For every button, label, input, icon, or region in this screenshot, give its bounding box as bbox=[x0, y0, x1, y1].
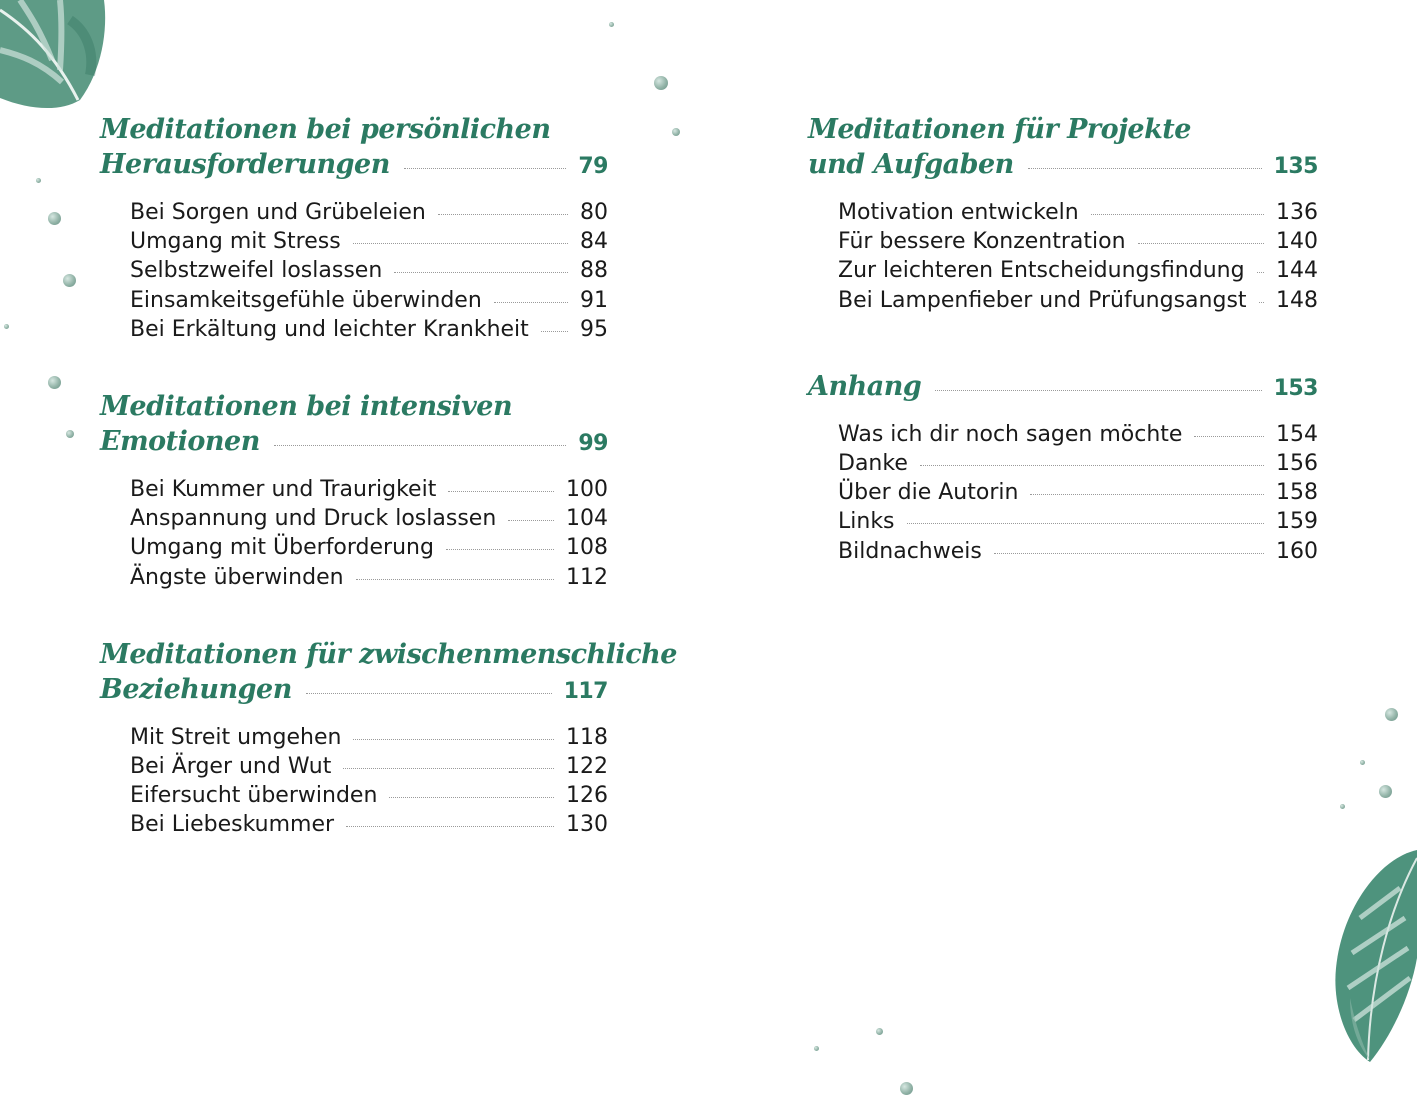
toc-item-label: Bei Erkältung und leichter Krankheit bbox=[130, 316, 529, 342]
toc-item-label: Bei Kummer und Traurigkeit bbox=[130, 477, 437, 503]
toc-left-column bbox=[100, 112, 677, 840]
toc-item-list bbox=[808, 198, 1318, 315]
toc-item-label: Eifersucht überwinden bbox=[130, 783, 378, 809]
toc-item[interactable] bbox=[838, 507, 1318, 536]
toc-item-page: 112 bbox=[566, 564, 608, 590]
dotted-leader bbox=[274, 445, 567, 446]
dotted-leader bbox=[389, 797, 554, 798]
toc-item[interactable] bbox=[838, 449, 1318, 478]
toc-item-label: Bei Ärger und Wut bbox=[130, 754, 332, 780]
glitter-dot-icon bbox=[63, 274, 76, 287]
toc-item-label: Umgang mit Überforderung bbox=[130, 535, 434, 561]
toc-item-label: Für bessere Konzentration bbox=[838, 229, 1126, 255]
glitter-dot-icon bbox=[654, 76, 668, 90]
toc-item-page: 100 bbox=[566, 477, 608, 503]
section-title-line: Anhang bbox=[808, 370, 922, 402]
toc-item-label: Einsamkeitsgefühle überwinden bbox=[130, 287, 482, 313]
toc-item-page: 126 bbox=[566, 783, 608, 809]
toc-item-label: Motivation entwickeln bbox=[838, 200, 1079, 225]
toc-item-list bbox=[100, 723, 608, 840]
toc-item[interactable] bbox=[838, 198, 1318, 227]
toc-item[interactable] bbox=[130, 198, 608, 227]
monstera-leaf-icon bbox=[0, 0, 110, 112]
dotted-leader bbox=[935, 390, 1261, 391]
dotted-leader bbox=[353, 243, 568, 244]
toc-item-page: 148 bbox=[1276, 287, 1318, 313]
toc-section bbox=[100, 389, 608, 592]
toc-item[interactable] bbox=[130, 475, 608, 504]
toc-item[interactable] bbox=[838, 286, 1318, 315]
dotted-leader bbox=[1138, 243, 1264, 244]
section-title-line: Meditationen bei intensiven bbox=[100, 391, 513, 423]
toc-item-page: 144 bbox=[1276, 258, 1318, 284]
toc-item[interactable] bbox=[838, 256, 1318, 285]
toc-item[interactable] bbox=[838, 537, 1318, 566]
toc-item[interactable] bbox=[130, 227, 608, 256]
toc-item-label: Anspannung und Druck loslassen bbox=[130, 506, 497, 532]
dotted-leader bbox=[343, 768, 554, 769]
glitter-dot-icon bbox=[1340, 804, 1345, 809]
section-title-line: Emotionen bbox=[100, 426, 260, 458]
dotted-leader bbox=[356, 579, 554, 580]
toc-item-page: 108 bbox=[566, 535, 608, 561]
glitter-dot-icon bbox=[1360, 760, 1365, 765]
toc-item-label: Danke bbox=[838, 451, 908, 477]
toc-item-page: 95 bbox=[580, 316, 608, 342]
toc-item-page: 159 bbox=[1276, 509, 1318, 535]
toc-item-label: Umgang mit Stress bbox=[130, 229, 341, 255]
toc-item[interactable] bbox=[130, 723, 608, 752]
toc-item-label: Ängste überwinden bbox=[130, 564, 344, 590]
dotted-leader bbox=[394, 272, 568, 273]
dotted-leader bbox=[907, 523, 1264, 524]
toc-item-label: Was ich dir noch sagen möchte bbox=[838, 421, 1183, 447]
glitter-dot-icon bbox=[1385, 708, 1398, 721]
glitter-dot-icon bbox=[672, 128, 680, 136]
dotted-leader bbox=[404, 168, 567, 169]
glitter-dot-icon bbox=[48, 376, 61, 389]
toc-item-page: 160 bbox=[1276, 538, 1318, 564]
toc-item-list bbox=[100, 198, 608, 344]
toc-item[interactable] bbox=[130, 315, 608, 344]
section-page-number: 79 bbox=[578, 154, 608, 179]
toc-section bbox=[100, 112, 608, 344]
banana-leaf-icon bbox=[1330, 848, 1417, 1064]
section-title[interactable] bbox=[808, 112, 1318, 184]
dotted-leader bbox=[353, 739, 554, 740]
section-title-line: Meditationen für zwischenmenschliche bbox=[100, 638, 677, 670]
section-title-line: Meditationen bei persönlichen bbox=[100, 114, 551, 145]
dotted-leader bbox=[994, 553, 1264, 554]
dotted-leader bbox=[920, 465, 1264, 466]
section-page-number: 117 bbox=[563, 678, 608, 704]
toc-item-page: 130 bbox=[566, 812, 608, 838]
toc-section bbox=[808, 112, 1318, 315]
toc-item-page: 118 bbox=[566, 724, 608, 750]
dotted-leader bbox=[438, 214, 568, 215]
dotted-leader bbox=[1030, 494, 1264, 495]
toc-item[interactable] bbox=[838, 420, 1318, 449]
toc-item-label: Zur leichteren Entscheidungsfindung bbox=[838, 258, 1245, 284]
toc-item[interactable] bbox=[130, 533, 608, 562]
dotted-leader bbox=[1091, 214, 1264, 215]
toc-right-column bbox=[808, 112, 1318, 566]
section-title[interactable] bbox=[808, 369, 1318, 406]
toc-item-page: 91 bbox=[580, 287, 608, 313]
dotted-leader bbox=[1259, 302, 1264, 303]
section-title[interactable] bbox=[100, 112, 608, 184]
toc-item[interactable] bbox=[130, 256, 608, 285]
glitter-dot-icon bbox=[876, 1028, 883, 1035]
dotted-leader bbox=[494, 302, 568, 303]
toc-item[interactable] bbox=[130, 752, 608, 781]
toc-item-page: 88 bbox=[580, 258, 608, 284]
toc-item-label: Bei Liebeskummer bbox=[130, 812, 335, 838]
dotted-leader bbox=[1194, 436, 1264, 437]
toc-item-page: 156 bbox=[1276, 451, 1318, 477]
section-title-line: und Aufgaben bbox=[808, 149, 1014, 180]
toc-item-label: Links bbox=[838, 509, 895, 535]
toc-item-page: 80 bbox=[580, 200, 608, 225]
section-title-line: Beziehungen bbox=[100, 673, 292, 705]
toc-item-label: Bei Sorgen und Grübeleien bbox=[130, 200, 426, 225]
toc-item-label: Selbstzweifel loslassen bbox=[130, 258, 383, 284]
dotted-leader bbox=[448, 491, 554, 492]
toc-item[interactable] bbox=[130, 781, 608, 810]
toc-item[interactable] bbox=[130, 810, 608, 839]
toc-section bbox=[100, 637, 677, 840]
glitter-dot-icon bbox=[48, 212, 61, 225]
toc-item-list bbox=[100, 475, 608, 592]
toc-item-list bbox=[808, 420, 1318, 566]
dotted-leader bbox=[306, 693, 552, 694]
toc-item-page: 122 bbox=[566, 754, 608, 780]
dotted-leader bbox=[541, 331, 568, 332]
glitter-dot-icon bbox=[1379, 785, 1392, 798]
toc-item[interactable] bbox=[130, 286, 608, 315]
toc-item[interactable] bbox=[130, 504, 608, 533]
toc-item-page: 140 bbox=[1276, 229, 1318, 255]
section-page-number: 153 bbox=[1273, 375, 1318, 401]
dotted-leader bbox=[1028, 168, 1262, 169]
dotted-leader bbox=[446, 549, 554, 550]
toc-item-page: 84 bbox=[580, 229, 608, 255]
toc-item-label: Bildnachweis bbox=[838, 538, 982, 564]
toc-item-label: Über die Autorin bbox=[838, 480, 1019, 506]
toc-item-page: 158 bbox=[1276, 480, 1318, 506]
dotted-leader bbox=[508, 520, 554, 521]
toc-item[interactable] bbox=[838, 227, 1318, 256]
dotted-leader bbox=[1257, 272, 1264, 273]
section-page-number: 135 bbox=[1273, 154, 1318, 179]
toc-section bbox=[808, 369, 1318, 566]
toc-item-page: 154 bbox=[1276, 421, 1318, 447]
toc-item-page: 104 bbox=[566, 506, 608, 532]
section-title-line: Meditationen für Projekte bbox=[808, 114, 1191, 145]
glitter-dot-icon bbox=[814, 1046, 819, 1051]
glitter-dot-icon bbox=[66, 430, 74, 438]
toc-item[interactable] bbox=[130, 563, 608, 592]
toc-item-label: Mit Streit umgehen bbox=[130, 724, 342, 750]
glitter-dot-icon bbox=[609, 22, 614, 27]
toc-item-label: Bei Lampenfieber und Prüfungsangst bbox=[838, 287, 1247, 313]
section-title[interactable] bbox=[100, 637, 677, 709]
toc-item[interactable] bbox=[838, 478, 1318, 507]
dotted-leader bbox=[346, 826, 554, 827]
glitter-dot-icon bbox=[900, 1082, 913, 1095]
toc-item-page: 136 bbox=[1276, 200, 1318, 225]
glitter-dot-icon bbox=[4, 324, 9, 329]
section-title-line: Herausforderungen bbox=[100, 149, 390, 180]
section-title[interactable] bbox=[100, 389, 608, 461]
glitter-dot-icon bbox=[36, 178, 41, 183]
section-page-number: 99 bbox=[578, 431, 608, 457]
